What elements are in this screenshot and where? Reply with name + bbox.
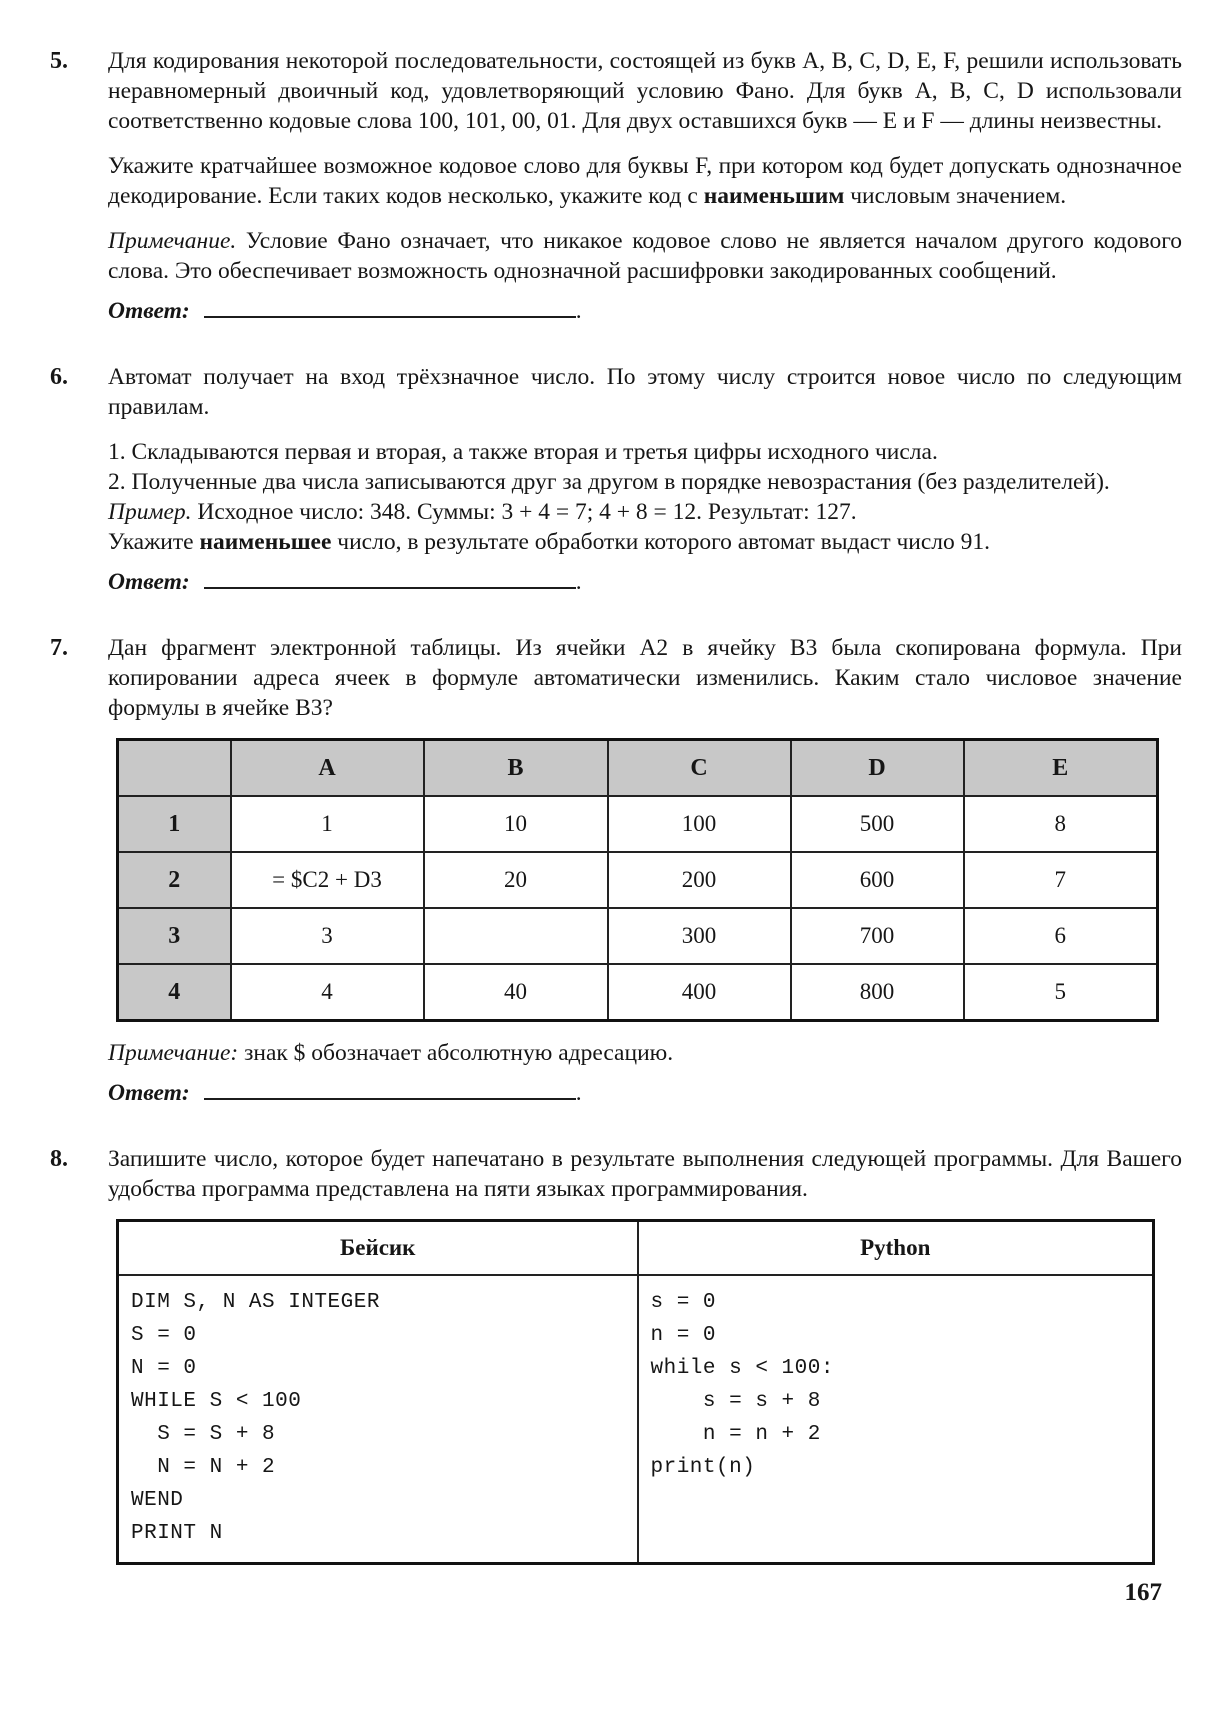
text-run: знак $ обозначает абсолютную адресацию.: [238, 1040, 674, 1066]
problem-5: [50, 46, 1182, 326]
text-run: 1. Складываются первая и вторая, а также вторая и третья цифры исходного числа.: [108, 439, 938, 465]
sheet-cell: 300: [608, 908, 791, 964]
paragraph: [108, 633, 1182, 723]
text-run: Укажите кратчайшее возможное кодовое слово для буквы F, при котором код будет допускать однозначное декодирование. Если таких кодов несколько, укажите код с: [108, 153, 1182, 209]
text-run: числовым значением.: [844, 183, 1067, 209]
problem-body: [108, 46, 1182, 326]
text-run: Условие Фано означает, что никакое кодовое слово не является началом другого кодового слова. Это обеспечивает возможность однозначной расшифровки закодированных сообщений.: [108, 228, 1182, 284]
example-line: [108, 497, 1182, 527]
text-run: Укажите: [108, 529, 200, 555]
sheet-col-header: D: [791, 740, 964, 797]
answer-label: Ответ:: [108, 569, 190, 595]
code-line: n = 0: [650, 1324, 717, 1347]
sheet-col-header: C: [608, 740, 791, 797]
sheet-cell: 1: [231, 796, 424, 852]
code-line: PRINT N: [131, 1522, 223, 1545]
sheet-row: [118, 796, 1158, 852]
text-run: Примечание:: [108, 1040, 239, 1066]
code-line: S = S + 8: [131, 1423, 276, 1446]
text-run: Примечание.: [108, 228, 237, 254]
task-line: [108, 527, 1182, 557]
sheet-cell: 20: [424, 852, 608, 908]
python-code-block: [638, 1275, 1154, 1564]
sheet-cell: 6: [964, 908, 1158, 964]
problem-7: [50, 633, 1182, 1108]
problem-8: [50, 1144, 1182, 1565]
code-header-row: [118, 1221, 1154, 1276]
sheet-row-header: 3: [118, 908, 231, 964]
text-run: Исходное число: 348. Суммы: 3 + 4 = 7; 4 + 8 = 12. Результат: 127.: [191, 499, 857, 525]
problem-number: 5.: [50, 48, 68, 74]
paragraph: [108, 362, 1182, 422]
problem-body: [108, 362, 1182, 597]
sheet-row: [118, 852, 1158, 908]
sheet-cell: 10: [424, 796, 608, 852]
paragraph: [108, 151, 1182, 211]
sheet-cell: 700: [791, 908, 964, 964]
sheet-row-header: 4: [118, 964, 231, 1021]
answer-row: [108, 1076, 1182, 1108]
text-run: Автомат получает на вход трёхзначное число. По этому числу строится новое число по следующим правилам.: [108, 364, 1182, 420]
code-line: while s < 100:: [650, 1357, 834, 1380]
sheet-cell: 4: [231, 964, 424, 1021]
answer-blank: [204, 294, 576, 318]
code-line: s = 0: [650, 1291, 717, 1314]
answer-blank: [204, 1076, 576, 1100]
sheet-cell: 100: [608, 796, 791, 852]
code-line: N = 0: [131, 1357, 197, 1380]
sheet-cell: 5: [964, 964, 1158, 1021]
problem-number: 7.: [50, 635, 68, 661]
code-header-python: Python: [638, 1221, 1154, 1276]
sheet-cell: 800: [791, 964, 964, 1021]
sheet-row-header: 1: [118, 796, 231, 852]
sheet-header-row: [118, 740, 1158, 797]
text-run: 2. Полученные два числа записываются друг за другом в порядке невозрастания (без разделителей).: [108, 469, 1110, 495]
code-header-basic: Бейсик: [118, 1221, 638, 1276]
paragraph: [108, 226, 1182, 286]
code-line: N = N + 2: [131, 1456, 276, 1479]
problem-number: 8.: [50, 1146, 68, 1172]
sheet-cell: 40: [424, 964, 608, 1021]
code-line: DIM S, N AS INTEGER: [131, 1291, 380, 1314]
problem-6: [50, 362, 1182, 597]
sheet-corner-cell: [118, 740, 231, 797]
sheet-cell: 3: [231, 908, 424, 964]
sheet-row: [118, 964, 1158, 1021]
problem-number: 6.: [50, 364, 68, 390]
spreadsheet-table: [116, 738, 1159, 1022]
sheet-cell: 500: [791, 796, 964, 852]
answer-row: [108, 294, 1182, 326]
code-line: S = 0: [131, 1324, 197, 1347]
answer-period: .: [575, 569, 582, 595]
text-run: наименьшее: [199, 529, 332, 555]
problem-body: [108, 633, 1182, 1108]
code-line: print(n): [650, 1456, 756, 1479]
sheet-cell: 400: [608, 964, 791, 1021]
code-table: [116, 1219, 1155, 1565]
sheet-cell: [424, 908, 608, 964]
sheet-cell: 600: [791, 852, 964, 908]
text-run: Для кодирования некоторой последовательности, состоящей из букв A, B, C, D, E, F, решили использовать неравномерный двоичный код, удовлетворяющий условию Фано. Для букв A, B, C, D использовали соответственно кодовые слова 100, 101, 00, 01. Для двух оставшихся букв — E и F — длины неизвестны.: [108, 48, 1182, 134]
text-run: Пример.: [108, 499, 192, 525]
text-run: Запишите число, которое будет напечатано в результате выполнения следующей программы. Для Вашего удобства программа представлена на пяти языках программирования.: [108, 1146, 1182, 1202]
sheet-cell: 7: [964, 852, 1158, 908]
answer-period: .: [575, 1080, 582, 1106]
paragraph: [108, 46, 1182, 136]
note-line: [108, 1038, 1182, 1068]
page-number: 167: [1124, 1579, 1162, 1606]
text-run: число, в результате обработки которого автомат выдаст число 91.: [331, 529, 991, 555]
code-line: s = s + 8: [650, 1390, 821, 1413]
sheet-row: [118, 908, 1158, 964]
code-line: WHILE S < 100: [131, 1390, 302, 1413]
answer-label: Ответ:: [108, 298, 190, 324]
paragraph: [108, 1144, 1182, 1204]
sheet-cell: 8: [964, 796, 1158, 852]
text-run: Дан фрагмент электронной таблицы. Из ячейки A2 в ячейку B3 была скопирована формула. При копировании адреса ячеек в формуле автоматически изменились. Каким стало числовое значение формулы в ячейке B3?: [108, 635, 1182, 721]
answer-row: [108, 565, 1182, 597]
list-item: [108, 467, 1182, 497]
code-body-row: [118, 1275, 1154, 1564]
basic-code-block: [118, 1275, 638, 1564]
answer-label: Ответ:: [108, 1080, 190, 1106]
sheet-col-header: E: [964, 740, 1158, 797]
list-item: [108, 437, 1182, 467]
sheet-col-header: B: [424, 740, 608, 797]
answer-blank: [204, 565, 576, 589]
code-line: n = n + 2: [650, 1423, 821, 1446]
problem-body: [108, 1144, 1182, 1565]
sheet-row-header: 2: [118, 852, 231, 908]
sheet-cell-formula: = $C2 + D3: [231, 852, 424, 908]
text-run: наименьшим: [703, 183, 845, 209]
sheet-col-header: A: [231, 740, 424, 797]
code-line: WEND: [131, 1489, 184, 1512]
sheet-cell: 200: [608, 852, 791, 908]
answer-period: .: [575, 298, 582, 324]
